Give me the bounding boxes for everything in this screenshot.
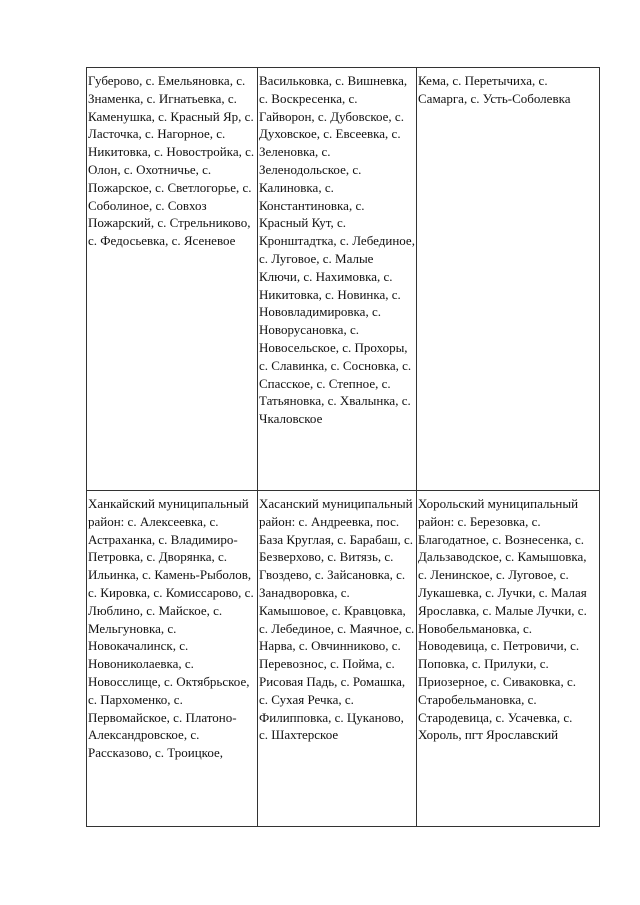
settlements-table <box>86 67 600 827</box>
table-cell: Губерово, с. Емельяновка, с. Знаменка, с. Игнатьевка, с. Каменушка, с. Красный Яр, с. Ласточка, с. Нагорное, с. Никитовка, с. Новостройка, с. Олон, с. Охотничье, с. Пожарское, с. Светлогорье, с. Соболиное, с. Совхоз Пожарский, с. Стрельниково, с. Федосьевка, с. Ясеневое <box>87 68 258 491</box>
table-row <box>87 68 600 491</box>
table-cell: Кема, с. Перетычиха, с. Самарга, с. Усть-Соболевка <box>417 68 600 491</box>
table-cell: Ханкайский муниципальный район: с. Алексеевка, с. Астраханка, с. Владимиро-Петровка, с. Дворянка, с. Ильинка, с. Камень-Рыболов, с. Кировка, с. Комиссарово, с. Люблино, с. Майское, с. Мельгуновка, с. Новокачалинск, с. Новониколаевка, с. Новосслище, с. Октябрьское, с. Пархоменко, с. Первомайское, с. Платоно-Александровское, с. Рассказово, с. Троицкое, <box>87 491 258 827</box>
table-cell: Хасанский муниципальный район: с. Андреевка, пос. База Круглая, с. Барабаш, с. Безверхово, с. Витязь, с. Гвоздево, с. Зайсановка, с. Занадворовка, с. Камышовое, с. Кравцовка, с. Лебединое, с. Маячное, с. Нарва, с. Овчинниково, с. Перевознос, с. Пойма, с. Рисовая Падь, с. Ромашка, с. Сухая Речка, с. Филипповка, с. Цуканово, с. Шахтерское <box>258 491 417 827</box>
table-cell: Хорольский муниципальный район: с. Березовка, с. Благодатное, с. Вознесенка, с. Дальзаводское, с. Камышовка, с. Ленинское, с. Луговое, с. Лукашевка, с. Лучки, с. Малая Ярославка, с. Малые Лучки, с. Новобельмановка, с. Новодевица, с. Петровичи, с. Поповка, с. Прилуки, с. Приозерное, с. Сиваковка, с. Старобельмановка, с. Стародевица, с. Усачевка, с. Хороль, пгт Ярославский <box>417 491 600 827</box>
table-cell: Васильковка, с. Вишневка, с. Воскресенка, с. Гайворон, с. Дубовское, с. Духовское, с. Евсеевка, с. Зеленовка, с. Зеленодольское, с. Калиновка, с. Константиновка, с. Красный Кут, с. Кронштадтка, с. Лебединое, с. Луговое, с. Малые Ключи, с. Нахимовка, с. Никитовка, с. Новинка, с. Нововладимировка, с. Новорусановка, с. Новосельское, с. Прохоры, с. Славинка, с. Сосновка, с. Спасское, с. Степное, с. Татьяновка, с. Хвалынка, с. Чкаловское <box>258 68 417 491</box>
table-row <box>87 491 600 827</box>
